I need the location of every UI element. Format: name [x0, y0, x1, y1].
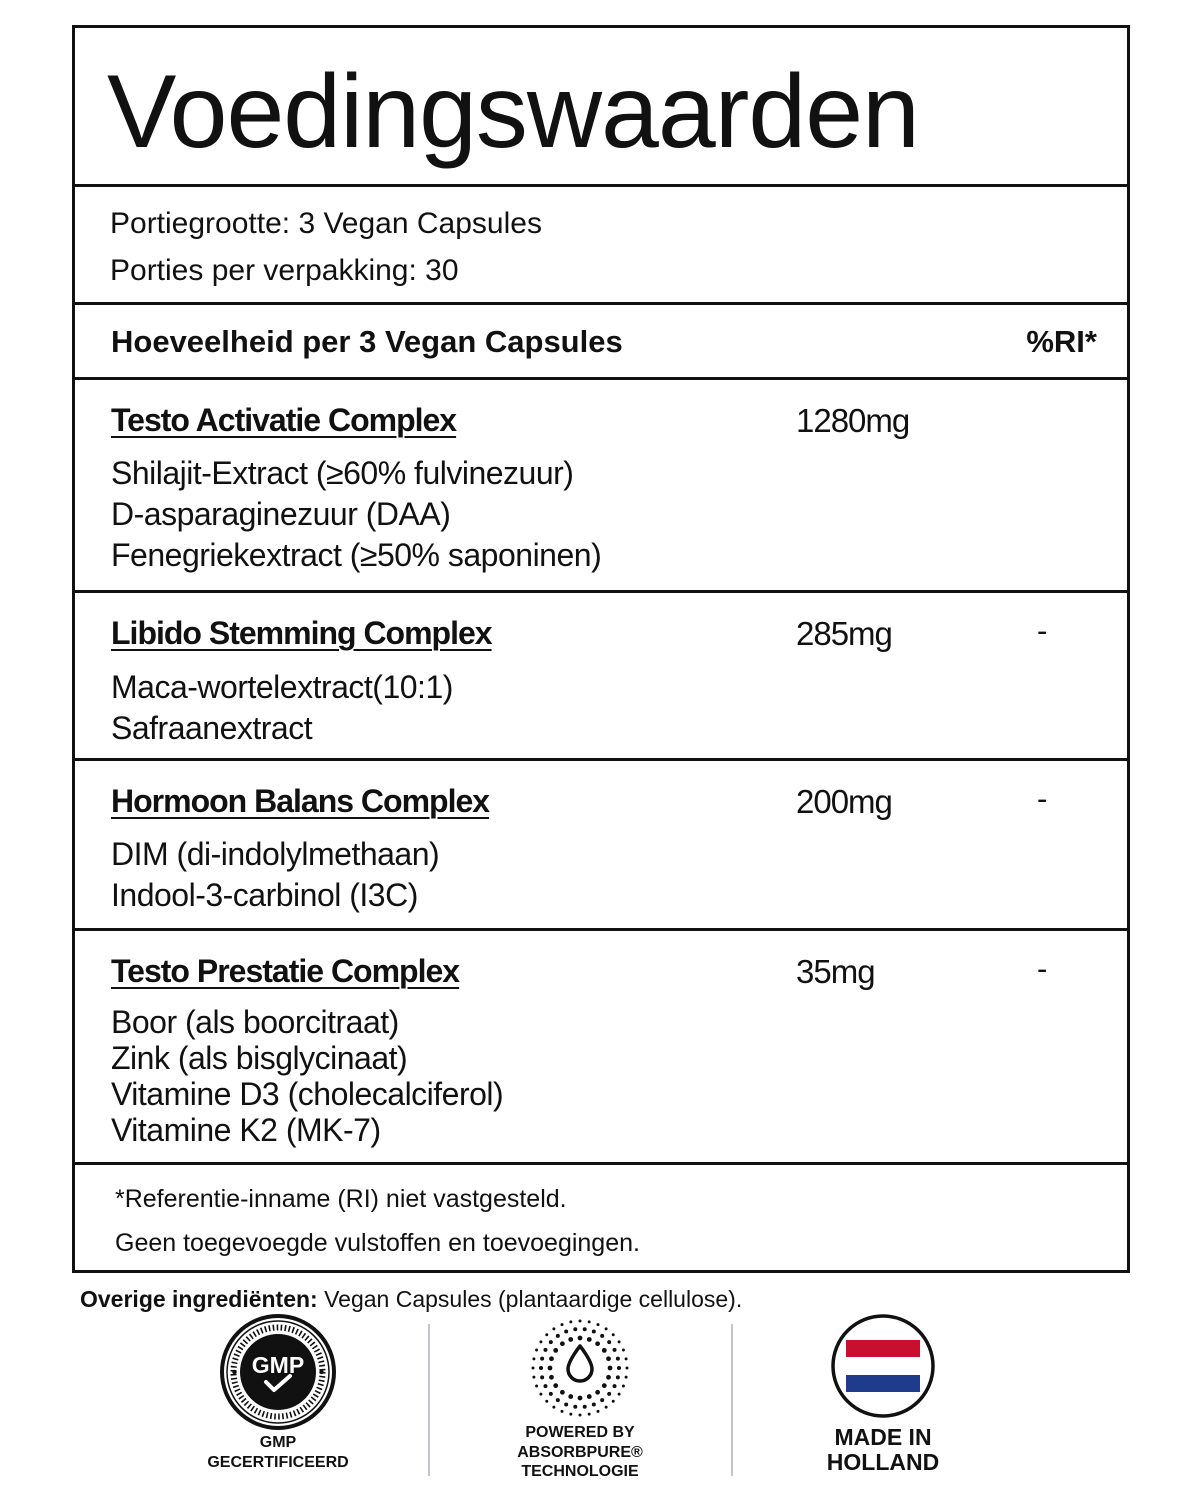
- absorbpure-badge: [430, 1310, 730, 1490]
- decorative-dot: [612, 1333, 615, 1336]
- decorative-dot: [616, 1357, 620, 1361]
- decorative-dot: [616, 1375, 620, 1379]
- made-in-holland-badge: [733, 1310, 1033, 1490]
- decorative-dot: [587, 1337, 592, 1342]
- ingredient-list: [111, 1004, 503, 1148]
- decorative-dot: [596, 1410, 599, 1413]
- complex-ri: -: [1037, 951, 1048, 986]
- ingredient-item: DIM (di-indolylmethaan): [111, 836, 440, 872]
- complex-ri: -: [1037, 781, 1048, 816]
- decorative-dot: [602, 1348, 607, 1353]
- decorative-dot: [579, 1320, 582, 1323]
- nutrition-label: [72, 25, 1130, 1273]
- ingredient-item: Boor (als boorcitraat): [111, 1004, 399, 1040]
- complex-row: [75, 593, 1127, 761]
- decorative-dot: [583, 1327, 587, 1331]
- gmp-badge: [128, 1310, 428, 1490]
- decorative-dot: [553, 1348, 558, 1353]
- decorative-dot: [540, 1375, 544, 1379]
- decorative-dot: [618, 1340, 621, 1343]
- flag-stripe-red: [846, 1340, 920, 1357]
- decorative-dot: [548, 1366, 553, 1371]
- decorative-dot: [556, 1398, 560, 1402]
- decorative-dot: [602, 1383, 607, 1388]
- decorative-dot: [535, 1349, 538, 1352]
- decorative-dot: [600, 1334, 604, 1338]
- decorative-dot: [560, 1390, 565, 1395]
- ingredient-item: Safraanextract: [111, 710, 313, 746]
- decorative-dot: [596, 1323, 599, 1326]
- complex-name: Testo Activatie Complex: [111, 402, 457, 438]
- decorative-dot: [552, 1406, 555, 1409]
- complex-row: [75, 931, 1127, 1165]
- decorative-dot: [595, 1341, 600, 1346]
- decorative-dot: [532, 1376, 535, 1379]
- decorative-dot: [549, 1392, 553, 1396]
- ingredient-item: D-asparaginezuur (DAA): [111, 496, 451, 532]
- complex-amount: 1280mg: [796, 402, 910, 439]
- decorative-dot: [543, 1384, 547, 1388]
- decorative-dot: [625, 1357, 628, 1360]
- made-in-holland-caption: [733, 1425, 1033, 1476]
- ingredient-list: [111, 667, 453, 749]
- decorative-dot: [573, 1327, 577, 1331]
- footnote-fillers: Geen toegevoegde vulstoffen en toevoegingen.: [115, 1229, 640, 1257]
- serving-size: Portiegrootte: 3 Vegan Capsules: [110, 207, 542, 240]
- caption-line: POWERED BY: [525, 1424, 635, 1441]
- decorative-dot: [569, 1413, 572, 1416]
- complex-row: [75, 761, 1127, 931]
- decorative-dot: [625, 1376, 628, 1379]
- flag-stripe-white: [846, 1357, 920, 1375]
- caption-line: ABSORBPURE®: [517, 1443, 643, 1461]
- decorative-dot: [612, 1400, 615, 1403]
- header-ri-label: %RI*: [1026, 324, 1097, 359]
- decorative-dot: [545, 1333, 548, 1336]
- decorative-dot: [553, 1383, 558, 1388]
- decorative-dot: [613, 1384, 617, 1388]
- decorative-dot: [561, 1410, 564, 1413]
- decorative-dot: [560, 1341, 565, 1346]
- absorbpure-caption: [430, 1423, 730, 1482]
- complex-name: Hormoon Balans Complex: [111, 783, 490, 819]
- decorative-dot: [607, 1340, 611, 1344]
- decorative-dot: [564, 1330, 568, 1334]
- decorative-dot: [622, 1349, 625, 1352]
- decorative-dot: [539, 1366, 543, 1370]
- other-ingredients-label: Overige ingrediënten:: [80, 1286, 318, 1312]
- complex-amount: 35mg: [796, 953, 875, 990]
- ingredient-item: Fenegriekextract (≥50% saponinen): [111, 537, 602, 573]
- other-ingredients: [80, 1288, 742, 1311]
- dutch-flag-icon: [830, 1313, 936, 1419]
- ingredient-item: Indool-3-carbinol (I3C): [111, 877, 418, 913]
- decorative-dot: [556, 1334, 560, 1338]
- decorative-dot: [606, 1356, 611, 1361]
- ingredient-item: Shilajit-Extract (≥60% fulvinezuur): [111, 455, 574, 491]
- decorative-dot: [618, 1393, 621, 1396]
- label-title: Voedingswaarden: [107, 54, 919, 170]
- decorative-dot: [532, 1367, 535, 1370]
- decorative-dot: [539, 1393, 542, 1396]
- header-amount-label: Hoeveelheid per 3 Vegan Capsules: [111, 324, 623, 359]
- complex-name: Testo Prestatie Complex: [111, 953, 460, 989]
- caption-line: GMP: [259, 1434, 297, 1451]
- decorative-dot: [595, 1390, 600, 1395]
- decorative-dot: [579, 1414, 582, 1417]
- decorative-dot: [540, 1357, 544, 1361]
- complex-ri: -: [1037, 613, 1048, 648]
- decorative-dot: [561, 1323, 564, 1326]
- water-drop-dots-icon: [528, 1316, 632, 1420]
- decorative-dot: [543, 1348, 547, 1352]
- caption-line: HOLLAND: [826, 1449, 940, 1476]
- other-ingredients-text: Vegan Capsules (plantaardige cellulose).: [324, 1286, 743, 1312]
- ingredient-list: [111, 453, 601, 576]
- ingredient-item: Vitamine D3 (cholecalciferol): [111, 1076, 504, 1112]
- decorative-dot: [587, 1394, 592, 1399]
- complex-amount: 200mg: [796, 783, 892, 820]
- decorative-dot: [617, 1366, 621, 1370]
- decorative-dot: [583, 1405, 587, 1409]
- decorative-dot: [573, 1405, 577, 1409]
- decorative-dot: [545, 1400, 548, 1403]
- decorative-dot: [607, 1392, 611, 1396]
- complex-amount: 285mg: [796, 615, 892, 652]
- gmp-caption: [128, 1433, 428, 1472]
- decorative-dot: [552, 1327, 555, 1330]
- decorative-dot: [622, 1384, 625, 1387]
- decorative-dot: [578, 1336, 583, 1341]
- decorative-dot: [592, 1330, 596, 1334]
- gmp-seal-icon: [218, 1312, 338, 1432]
- decorative-dot: [588, 1320, 591, 1323]
- decorative-dot: [626, 1367, 629, 1370]
- footnotes: [75, 1165, 1127, 1270]
- flag-stripe-blue: [846, 1375, 920, 1392]
- footnote-ri: *Referentie-inname (RI) niet vastgesteld.: [115, 1185, 567, 1213]
- decorative-dot: [605, 1406, 608, 1409]
- decorative-dot: [605, 1327, 608, 1330]
- badge-row: [0, 1310, 1200, 1490]
- decorative-dot: [568, 1394, 573, 1399]
- table-header: [75, 305, 1127, 380]
- decorative-dot: [588, 1413, 591, 1416]
- serving-section: [75, 187, 1127, 305]
- ingredient-list: [111, 834, 439, 916]
- caption-line: TECHNOLOGIE: [521, 1463, 639, 1481]
- caption-line: GECERTIFICEERD: [207, 1453, 349, 1471]
- decorative-dot: [549, 1340, 553, 1344]
- decorative-dot: [608, 1366, 613, 1371]
- title-section: [75, 28, 1127, 187]
- decorative-dot: [600, 1398, 604, 1402]
- decorative-dot: [564, 1402, 568, 1406]
- decorative-dot: [539, 1340, 542, 1343]
- decorative-dot: [568, 1337, 573, 1342]
- decorative-dot: [532, 1357, 535, 1360]
- servings-per-pack: Porties per verpakking: 30: [110, 254, 459, 287]
- decorative-dot: [549, 1356, 554, 1361]
- decorative-dot: [569, 1320, 572, 1323]
- ingredient-item: Vitamine K2 (MK-7): [111, 1112, 381, 1148]
- ingredient-item: Maca-wortelextract(10:1): [111, 669, 453, 705]
- ingredient-item: Zink (als bisglycinaat): [111, 1040, 408, 1076]
- decorative-dot: [578, 1396, 583, 1401]
- decorative-dot: [549, 1375, 554, 1380]
- decorative-dot: [535, 1384, 538, 1387]
- decorative-dot: [613, 1348, 617, 1352]
- caption-line: MADE IN: [834, 1424, 932, 1450]
- complex-name: Libido Stemming Complex: [111, 615, 492, 651]
- complex-row: [75, 380, 1127, 593]
- decorative-dot: [592, 1402, 596, 1406]
- gmp-seal-text: GMP: [251, 1352, 305, 1378]
- decorative-dot: [606, 1375, 611, 1380]
